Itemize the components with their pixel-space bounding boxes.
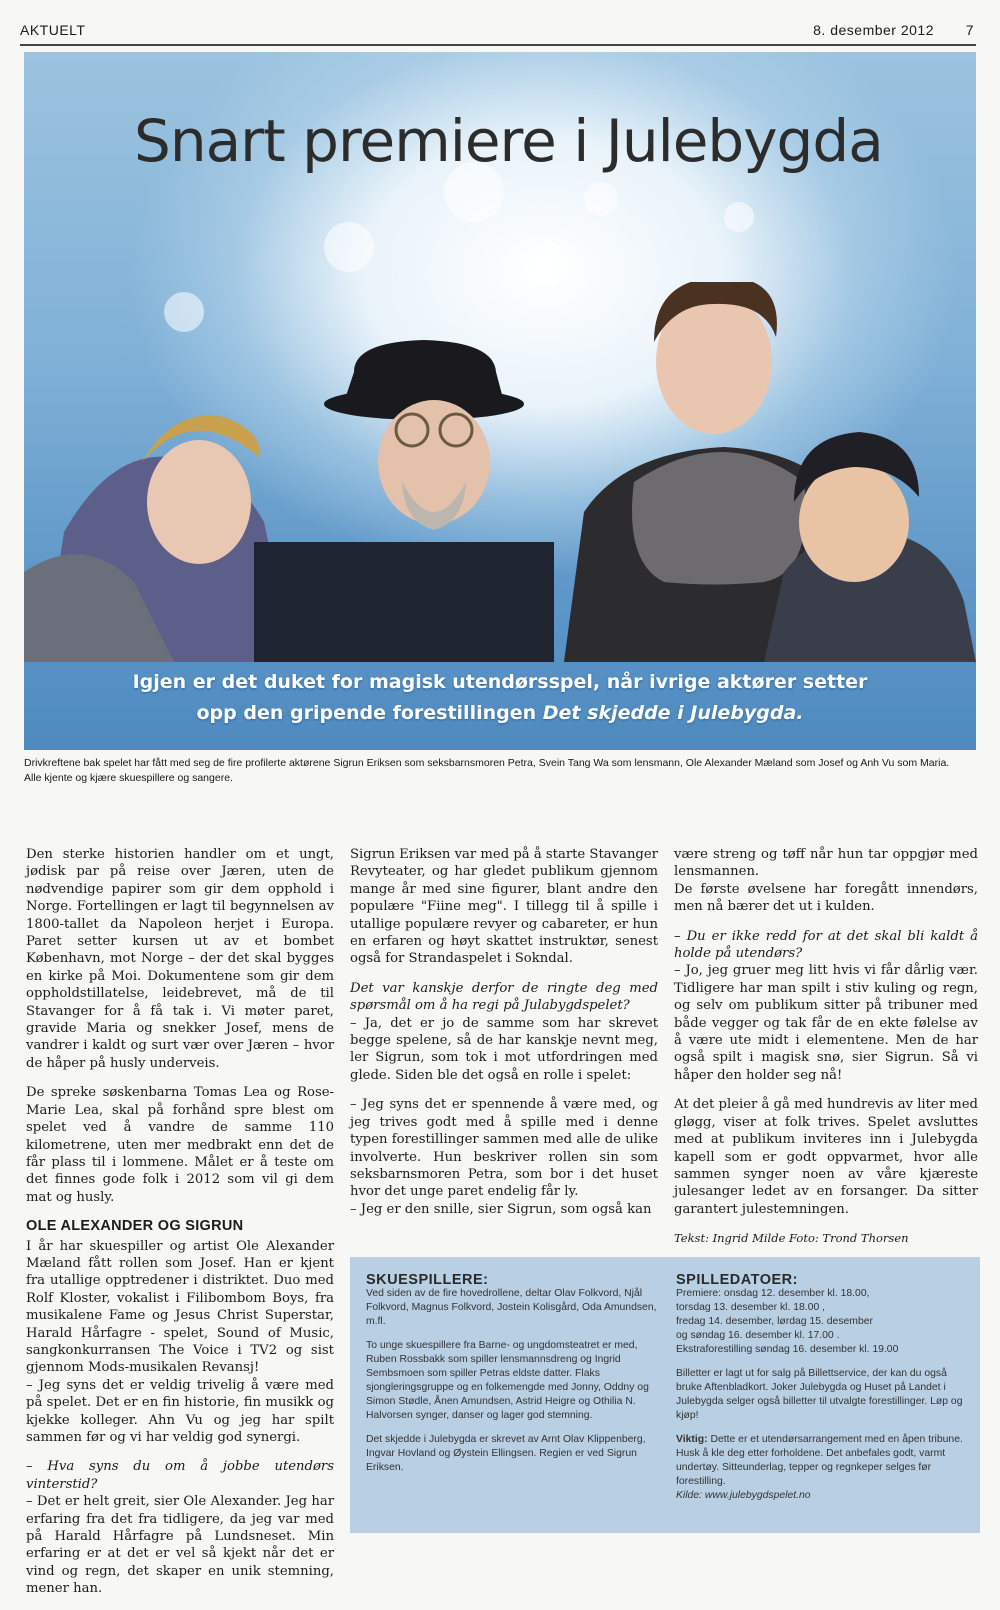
intro-title-italic: Det skjedde i Julebygda. [542,702,804,724]
bokeh-light [324,222,374,272]
photo-caption: Drivkreftene bak spelet har fått med seg de fire profilerte aktørene Sigrun Eriksen som seksbarnsmoren Petra, Svein Tang Wa som lensmann, Ole Alexander Mæland som Josef og Anh Vu som Maria. Alle kjente og kjære skuespillere og sangere. [24,757,950,784]
paragraph: – Ja, det er jo de samme som har skrevet begge spelene, så de har kanskje nevnt meg, ler Sigrun, som tok i mot utfordringen med glede. Siden ble det også en rolle i spelet: [350,1015,658,1083]
paragraph: – Jeg syns det er spennende å være med, og jeg trives godt med å spille med i denne typen forestillinger sammen med alle de ulike involverte. Hun beskriver rollen sin som seksbarnsmoren Petra, som bor i det huset hvor det unge paret endelig får ly. [350,1097,658,1200]
paragraph: De første øvelsene har foregått innendørs, men nå bærer det ut i kulden. [674,881,978,915]
date-line: torsdag 13. desember kl. 18.00 , [676,1302,826,1313]
intro-line-1: Igjen er det duket for magisk utendørsspel, når ivrige aktører setter [132,671,868,693]
info-text: Ved siden av de fire hovedrollene, deltar Olav Folkvord, Njål Folkvord, Magnus Folkvord, Jostein Kolisgård, Oda Amundsen, m.fl. [366,1288,657,1327]
important-text: Dette er et utendørsarrangement med en åpen tribune. Husk å kle deg etter forholdene. Det anbefales godt, varmt undertøy. Sitteunderlag, tepper og regnkeper selges før forestilling. [676,1434,963,1487]
hero-intro [84,667,916,729]
interview-question: – Hva syns du om å jobbe utendørs vinterstid? [26,1459,334,1492]
face-woman-right [799,462,909,582]
info-text: Det skjedde i Julebygda er skrevet av Arnt Olav Klippenberg, Ingvar Hovland og Øystein Ellingsen. Regien er ved Sigrun Eriksen. [366,1434,646,1473]
paragraph: Sigrun Eriksen var med på å starte Stavanger Revyteater, og har gledet publikum gjennom mange år med sine figurer, blant andre den populære "Fiine meg". I tillegg til å spille i utallige populære revyer og cabareter, er hun en erfaren og høyt skattet instruktør, senest også for Strandaspelet i Sokndal. [350,847,658,967]
coat-man-center [254,542,554,662]
bokeh-light [524,242,568,286]
paragraph: – Det er helt greit, sier Ole Alexander. Jeg har erfaring fra det fra tidligere, da jeg var med på Harald Hårfagre på Lundsneset. Min erfaring er at det er vel så kjekt når det er vind og regn, det skaper en unik stemning, mener han. [26,1494,334,1597]
info-dates [676,1267,966,1513]
info-heading: SPILLEDATOER: [676,1272,798,1288]
paragraph: være streng og tøff når hun tar oppgjør med lensmannen. [674,847,978,880]
info-heading: SKUESPILLERE: [366,1272,489,1288]
subheading: OLE ALEXANDER OG SIGRUN [26,1218,244,1235]
important-label: Viktig: [676,1434,708,1445]
actors-group-photo [24,282,976,662]
date-line: Premiere: onsdag 12. desember kl. 18.00, [676,1288,870,1299]
date-line: Ekstraforestilling søndag 16. desember kl. 19.00 [676,1344,899,1355]
info-text: To unge skuespillere fra Barne- og ungdomsteatret er med, Ruben Rossbakk som spiller lensmannsdreng og Ingrid Sembsmoen som spiller Petras eldste datter. Flaks sjongleringsgruppe og en folkemengde med Jonny, Oddny og Simon Stødle, Ånen Amundsen, Astrid Heigre og Othilia N. Halvorsen synger, danser og lager god stemning. [366,1340,649,1421]
info-text [676,1433,966,1503]
paragraph: I år har skuespiller og artist Ole Alexander Mæland fått rollen som Josef. Han er kjent fra utallige opptredener i distriktet. Duo med Rolf Kloster, vokalist i Filibombom Boys, fra musikalene Fame og Jesus Christ Superstar, Harald Hårfagre - spelet, Sound of Music, sangkonkurransen The Voice i TV2 og sist gjennom Mods-musikalen Revansj! [26,1238,334,1376]
paragraph: Den sterke historien handler om et ungt, jødisk par på reise over Jæren, uten de nødvendige papirer som gir dem opphold i Norge. Fortellingen er lagt til begynnelsen av 1800-tallet da Napoleon herjet i Europa. Paret setter kursen ut av et bombet København, mot Norge – der det skal bygges en kirke på Moi. Dokumentene som gir dem oppholdstillatelse, leidebrevet, må de til Stavanger for å få tak i. Vi møter paret, gravide Maria og snekker Josef, mens de vandrer i kaldt og surt vær over Jæren – hvor de håper på husly underveis. [26,847,334,1071]
bokeh-light [584,182,618,216]
page-number: 7 [965,22,974,38]
article-column-2 [350,846,658,1230]
section-label: AKTUELT [20,22,86,38]
intro-line-2: opp den gripende forestillingen [196,702,543,724]
knit-scarf [632,452,806,585]
paragraph: At det pleier å gå med hundrevis av liter med gløgg, viser at folk trives. Spelet avsluttes med at publikum inviteres inn i Julebygda kapell som er godt oppvarmet, hvor alle sammen synger noen av våre kjæreste julesanger ledet av en forsanger. Da sitter garantert julestemningen. [674,1097,978,1217]
info-text: Billetter er lagt ut for salg på Billettservice, der kan du også bruke Aftenbladkort. Joker Julebygda og Huset på Landet i Julebygda selger også billetter til utvalgte forestillinger. Løp og kjøp! [676,1368,963,1421]
paragraph: De spreke søskenbarna Tomas Lea og Rose-Marie Lea, skal på forhånd spre blest om spelet ved å vandre de samme 110 kilometrene, uten mer medbrakt enn det de får plass til i lommene. Målet er å teste om det finnes gode folk i 2012 som vil gi dem mat og husly. [26,1085,334,1205]
hero-photo [24,52,976,750]
date-line: og søndag 16. desember kl. 17.00 . [676,1330,840,1341]
face-man-center [378,400,490,524]
show-dates [676,1287,966,1357]
issue-date: 8. desember 2012 [813,22,934,38]
article-column-1 [26,846,334,1610]
headline: Snart premiere i Julebygda [134,107,883,175]
interview-question: – Du er ikke redd for at det skal bli kaldt å holde på utendørs? [674,928,978,962]
interview-question: Det var kanskje derfor de ringte deg med spørsmål om å ha regi på Julabygdspelet? [350,980,658,1014]
article-column-3 [674,846,978,1260]
paragraph: – Jo, jeg gruer meg litt hvis vi får dårlig vær. Tidligere har man spilt i stiv kuling og regn, og selv om publikum sitter på tribuner med både vegger og tak får de en ekte følelse av å være ute midt i elementene. Men de har også spilt i magisk snø, sier Sigrun. Så vi håper den holder seg nå! [674,963,978,1083]
paragraph: – Jeg syns det er veldig trivelig å være med på spelet. Det er en fin historie, fin musikk og kjekke kolleger. Ahn Vu og jeg har spilt sammen før og vi har veldig god synergi. [26,1377,334,1445]
info-box [350,1257,980,1533]
bokeh-light [724,202,754,232]
info-cast [366,1267,658,1485]
source-line: Kilde: www.julebygdspelet.no [676,1490,811,1501]
page-header [20,18,976,46]
paragraph: – Jeg er den snille, sier Sigrun, som også kan [350,1201,652,1217]
date-line: fredag 14. desember, lørdag 15. desember [676,1316,873,1327]
face-woman-left [147,440,251,564]
byline: Tekst: Ingrid Milde Foto: Trond Thorsen [674,1231,909,1246]
